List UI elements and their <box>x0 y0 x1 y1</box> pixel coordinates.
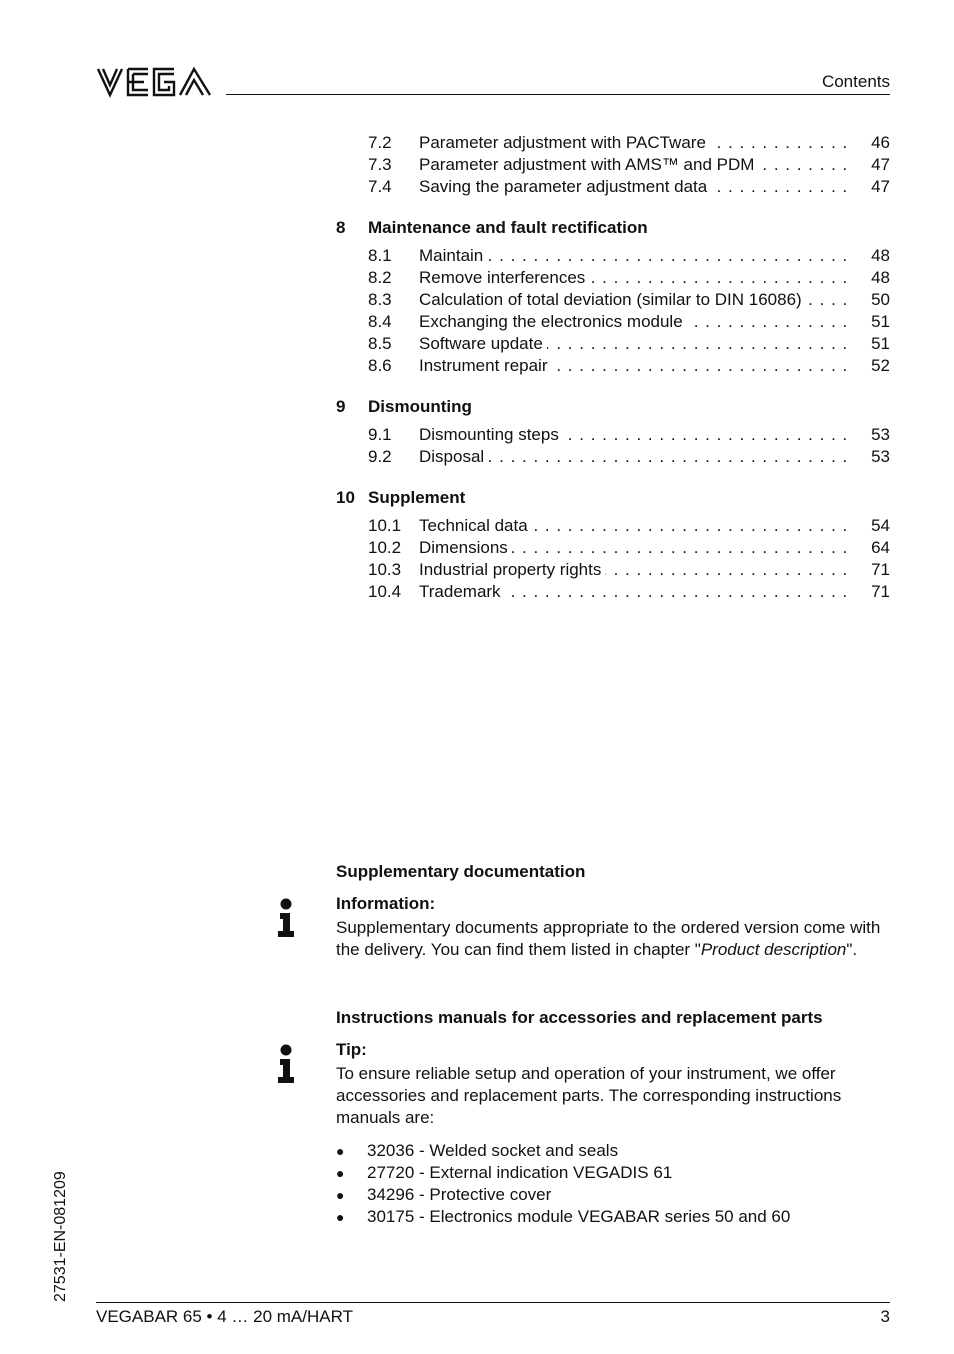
toc-entry-title: Dismounting steps . . . <box>419 424 852 446</box>
chapter-reference: Product description <box>700 940 847 959</box>
toc-entry-number: 8.2 <box>368 268 392 287</box>
toc-entry[interactable] <box>368 132 890 154</box>
toc-entry-title: Software update . . . <box>419 333 852 355</box>
toc-entry-number: 8.5 <box>368 334 392 353</box>
list-item-text: 32036 - Welded socket and seals <box>367 1141 619 1160</box>
toc-entry-title: Trademark . . . <box>419 581 852 603</box>
toc-entry-page: 53 <box>871 447 890 466</box>
toc-entry-title: Parameter adjustment with AMS™ and PDM . . . <box>419 154 852 176</box>
toc-entry-number: 8.6 <box>368 356 392 375</box>
tip-icon <box>276 1044 296 1084</box>
footer-product-name: VEGABAR 65 • 4 … 20 mA/HART <box>96 1307 353 1326</box>
toc-entry[interactable] <box>368 154 890 176</box>
table-of-contents <box>336 132 890 622</box>
toc-entry-title: Maintain . . . <box>419 245 852 267</box>
tip-label: Tip: <box>336 1040 367 1059</box>
toc-entry[interactable] <box>368 559 890 581</box>
toc-entry-number: 7.2 <box>368 133 392 152</box>
toc-entry-title: Dimensions . . . <box>419 537 852 559</box>
toc-entry-page: 71 <box>871 582 890 601</box>
list-item-text: 30175 - Electronics module VEGABAR series 50 and 60 <box>367 1207 791 1226</box>
toc-entry-number: 10.1 <box>368 516 402 535</box>
bullet-icon: ● <box>336 1165 345 1181</box>
header-divider <box>226 94 890 95</box>
toc-entry-page: 71 <box>871 560 890 579</box>
information-icon <box>276 898 296 938</box>
toc-entry[interactable] <box>368 581 890 603</box>
toc-chapter-heading <box>336 217 890 239</box>
list-item-text: 27720 - External indication VEGADIS 61 <box>367 1163 673 1182</box>
toc-entry[interactable] <box>368 289 890 311</box>
toc-entry[interactable] <box>368 311 890 333</box>
toc-entry-page: 50 <box>871 290 890 309</box>
toc-entry-page: 51 <box>871 312 890 331</box>
toc-chapter-heading <box>336 396 890 418</box>
toc-entry-title: Remove interferences . . . <box>419 267 852 289</box>
toc-entry-page: 48 <box>871 268 890 287</box>
toc-entry[interactable] <box>368 515 890 537</box>
toc-entry-page: 52 <box>871 356 890 375</box>
list-item <box>336 1206 790 1228</box>
vega-logo <box>96 66 214 98</box>
toc-chapter-heading <box>336 487 890 509</box>
header-section-title: Contents <box>821 72 890 91</box>
toc-chapter-title: Dismounting <box>368 397 472 416</box>
bullet-icon: ● <box>336 1209 345 1225</box>
toc-entry-page: 48 <box>871 246 890 265</box>
toc-entry-title: Calculation of total deviation (similar to DIN 16086) . . . <box>419 289 852 311</box>
toc-group <box>336 487 890 603</box>
toc-group <box>336 132 890 198</box>
toc-group <box>336 396 890 468</box>
list-item <box>336 1162 790 1184</box>
toc-entry-number: 9.1 <box>368 425 392 444</box>
toc-entry[interactable] <box>368 537 890 559</box>
toc-entry-page: 47 <box>871 155 890 174</box>
toc-entry-number: 8.3 <box>368 290 392 309</box>
toc-entry-number: 10.2 <box>368 538 402 557</box>
toc-entry-page: 51 <box>871 334 890 353</box>
toc-group <box>336 217 890 377</box>
toc-entry-title: Instrument repair . . . <box>419 355 852 377</box>
list-item <box>336 1140 790 1162</box>
instructions-manual-list <box>336 1140 790 1228</box>
toc-entry-number: 10.3 <box>368 560 402 579</box>
list-item <box>336 1184 790 1206</box>
information-label: Information: <box>336 894 436 913</box>
toc-entry-title: Exchanging the electronics module . . . <box>419 311 852 333</box>
toc-chapter-number: 8 <box>336 218 346 237</box>
toc-entry[interactable] <box>368 355 890 377</box>
toc-entry-number: 9.2 <box>368 447 392 466</box>
toc-entry-title: Parameter adjustment with PACTware . . . <box>419 132 852 154</box>
tip-paragraph: To ensure reliable setup and operation of your instrument, we offer accessories and replacement parts. The corresponding instructions manuals are: <box>336 1064 842 1127</box>
toc-entry[interactable] <box>368 424 890 446</box>
toc-entry-page: 47 <box>871 177 890 196</box>
toc-entry-title: Disposal . . . <box>419 446 852 468</box>
toc-entry[interactable] <box>368 446 890 468</box>
bullet-icon: ● <box>336 1143 345 1159</box>
toc-chapter-number: 10 <box>336 488 355 507</box>
toc-entry-page: 46 <box>871 133 890 152</box>
toc-chapter-title: Maintenance and fault rectification <box>368 218 648 237</box>
toc-entry-number: 8.1 <box>368 246 392 265</box>
toc-entry-page: 53 <box>871 425 890 444</box>
toc-entry-title: Technical data . . . <box>419 515 852 537</box>
toc-entry-number: 7.3 <box>368 155 392 174</box>
toc-chapter-number: 9 <box>336 397 346 416</box>
toc-entry[interactable] <box>368 267 890 289</box>
toc-entry[interactable] <box>368 333 890 355</box>
supplementary-heading: Supplementary documentation <box>336 862 586 881</box>
toc-entry-title: Industrial property rights . . . <box>419 559 852 581</box>
footer-page-number: 3 <box>880 1307 890 1326</box>
toc-entry-page: 64 <box>871 538 890 557</box>
toc-entry-number: 7.4 <box>368 177 392 196</box>
toc-entry[interactable] <box>368 245 890 267</box>
list-item-text: 34296 - Protective cover <box>367 1185 552 1204</box>
toc-entry-number: 10.4 <box>368 582 402 601</box>
instructions-heading: Instructions manuals for accessories and replacement parts <box>336 1008 823 1027</box>
bullet-icon: ● <box>336 1187 345 1203</box>
toc-entry-number: 8.4 <box>368 312 392 331</box>
toc-entry-page: 54 <box>871 516 890 535</box>
information-paragraph: Supplementary documents appropriate to the ordered version come with the delivery. You can find them listed in chapter "Product description". <box>336 918 881 959</box>
toc-chapter-title: Supplement <box>368 488 466 507</box>
toc-entry-title: Saving the parameter adjustment data . . . <box>419 176 852 198</box>
toc-entry[interactable] <box>368 176 890 198</box>
document-code: 27531-EN-081209 <box>52 1171 69 1302</box>
footer-divider <box>96 1302 890 1303</box>
